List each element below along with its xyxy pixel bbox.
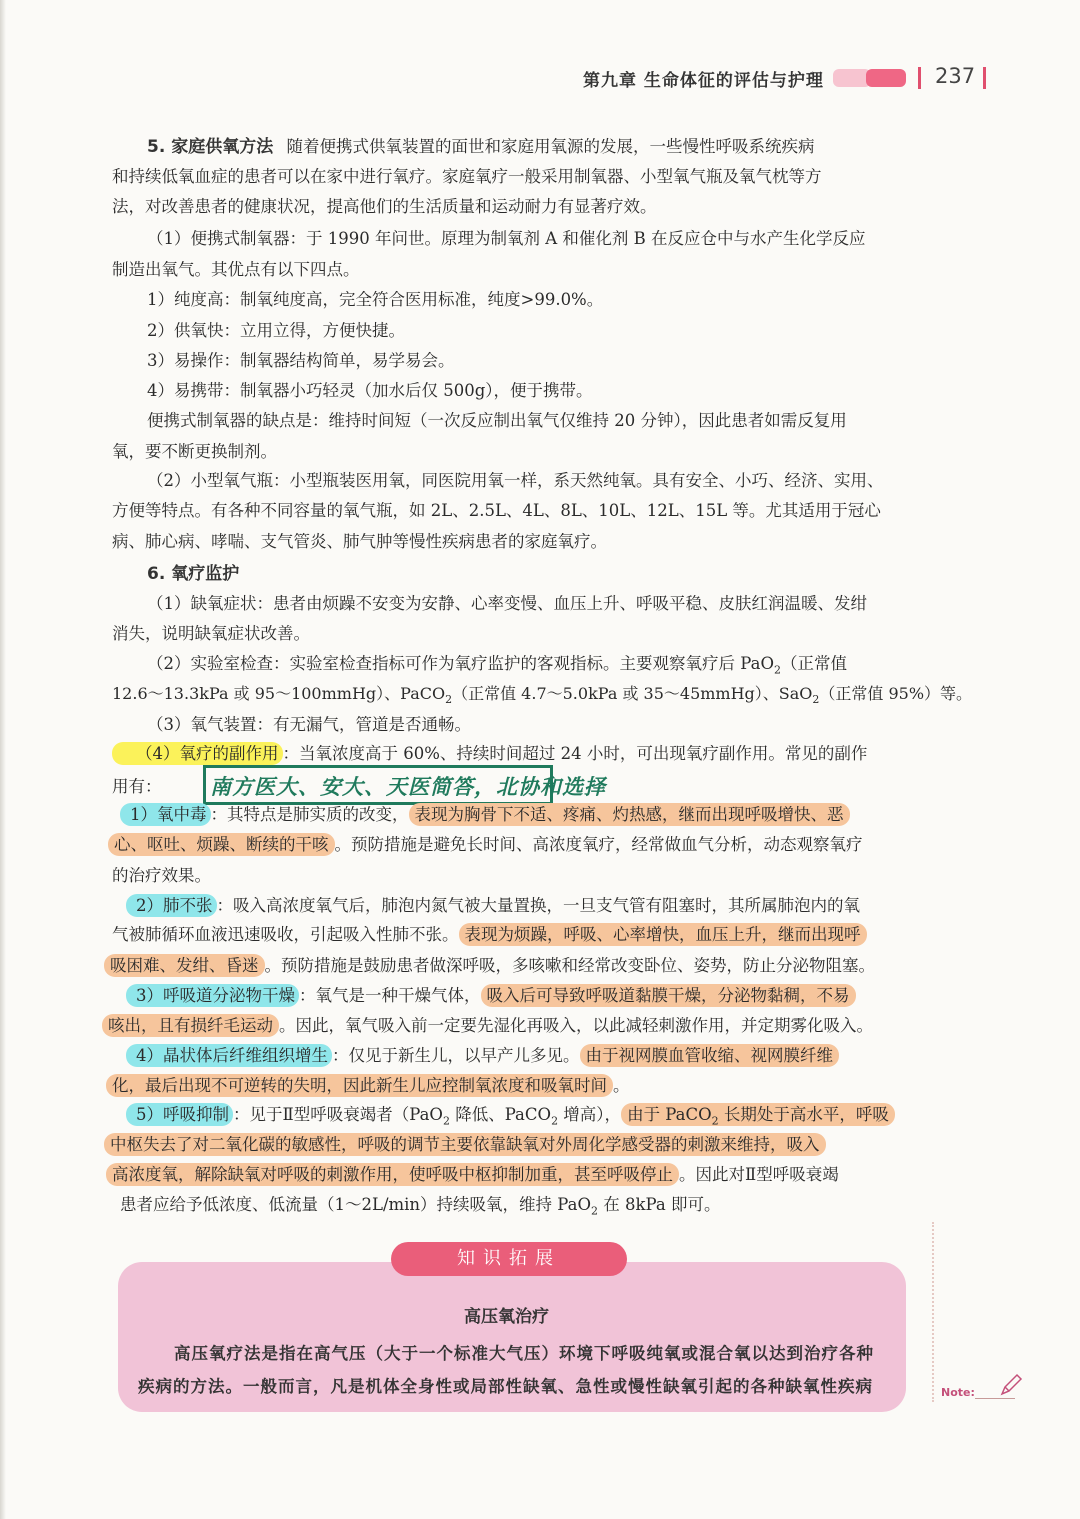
extension-line: 疾病的方法。一般而言，凡是机体全身性或局部性缺氧、急性或慢性缺氧引起的各种缺氧性疾病 bbox=[138, 1377, 873, 1396]
paragraph-line: （3）氧气装置：有无漏气，管道是否通畅。 bbox=[147, 715, 471, 734]
page-number: 237 bbox=[935, 64, 976, 88]
text: ：当氧浓度高于 60%、持续时间超过 24 小时，可出现氧疗副作用。常见的副作 bbox=[282, 744, 868, 763]
text: （正常值 bbox=[780, 654, 847, 673]
text: 患者应给予低浓度、低流量（1～2L/min）持续吸氧，维持 PaO bbox=[120, 1195, 592, 1214]
text: 。 bbox=[613, 1076, 630, 1095]
section-heading: 6. 氧疗监护 bbox=[147, 564, 240, 584]
paragraph-line bbox=[126, 1104, 895, 1132]
paragraph-line: 的治疗效果。 bbox=[112, 866, 211, 885]
scan-edge bbox=[0, 0, 6, 1519]
paragraph-line bbox=[147, 653, 847, 681]
highlight-orange: 中枢失去了对二氧化碳的敏感性，呼吸的调节主要依靠缺氧对外周化学感受器的刺激来维持，吸入 bbox=[104, 1133, 826, 1156]
text: ：氧气是一种干燥气体， bbox=[299, 986, 481, 1005]
paragraph-line bbox=[104, 955, 875, 977]
pencil-icon bbox=[998, 1372, 1024, 1398]
text: ：其特点是肺实质的改变， bbox=[210, 805, 409, 824]
text: 增高）， bbox=[558, 1105, 622, 1124]
text: 随着便携式供氧装置的面世和家庭用氧源的发展，一些慢性呼吸系统疾病 bbox=[286, 137, 815, 156]
text: 在 8kPa 即可。 bbox=[598, 1195, 721, 1214]
subscript: 2 bbox=[773, 663, 781, 677]
paragraph-line bbox=[106, 1164, 839, 1186]
paragraph-line: 病、肺心病、哮喘、支气管炎、肺气肿等慢性疾病患者的家庭氧疗。 bbox=[112, 532, 607, 551]
text: 。因此对Ⅱ型呼吸衰竭 bbox=[679, 1165, 839, 1184]
paragraph-line bbox=[112, 683, 972, 711]
highlight-yellow: （4）氧疗的副作用 bbox=[112, 742, 283, 765]
paragraph-line: 方便等特点。有各种不同容量的氧气瓶，如 2L、2.5L、4L、8L、10L、12L、15L 等。尤其适用于冠心 bbox=[112, 501, 881, 520]
text: 。预防措施是鼓励患者做深呼吸，多咳嗽和经常改变卧位、姿势，防止分泌物阻塞。 bbox=[264, 956, 875, 975]
paragraph-line: （2）小型氧气瓶：小型瓶装医用氧，同医院用氧一样，系天然纯氧。具有安全、小巧、经济、实用、 bbox=[147, 471, 884, 490]
header-divider bbox=[918, 67, 921, 89]
text: 降低、PaCO bbox=[449, 1105, 552, 1124]
subscript: 2 bbox=[591, 1204, 599, 1218]
highlight-cyan: 5）呼吸抑制 bbox=[126, 1103, 233, 1126]
text: 气被肺循环血液迅速吸收，引起吸入性肺不张。 bbox=[112, 925, 459, 944]
text: 。因此，氧气吸入前一定要先湿化再吸入，以此减轻刺激作用，并定期雾化吸入。 bbox=[279, 1016, 873, 1035]
header-divider-right bbox=[983, 67, 986, 89]
paragraph-line bbox=[120, 1194, 720, 1222]
text: ：吸入高浓度氧气后，肺泡内氮气被大量置换，一旦支气管有阻塞时，其所属肺泡内的氧 bbox=[216, 896, 860, 915]
highlight-cyan: 4）晶状体后纤维组织增生 bbox=[126, 1044, 332, 1067]
paragraph-line bbox=[106, 1075, 630, 1097]
text: 。预防措施是避免长时间、高浓度氧疗，经常做血气分析，动态观察氧疗 bbox=[334, 835, 863, 854]
highlight-orange: 化，最后出现不可逆转的失明，因此新生儿应控制氧浓度和吸氧时间 bbox=[106, 1074, 613, 1097]
text: ：见于Ⅱ型呼吸衰竭者（PaO bbox=[233, 1105, 443, 1124]
paragraph-line bbox=[112, 924, 867, 946]
highlight-orange: 高浓度氧，解除缺氧对呼吸的刺激作用，使呼吸中枢抑制加重，甚至呼吸停止 bbox=[106, 1163, 679, 1186]
text: （正常值 95%）等。 bbox=[819, 684, 973, 703]
subscript: 2 bbox=[442, 1114, 450, 1128]
paragraph-line: 2）供氧快：立用立得，方便快捷。 bbox=[147, 321, 405, 340]
handwritten-note: 南方医大、安大、天医简答，北协和选择 bbox=[210, 775, 606, 799]
paragraph-line: 氧，要不断更换制剂。 bbox=[112, 442, 277, 461]
highlight-orange: 表现为烦躁，呼吸、心率增快，血压上升，继而出现呼 bbox=[459, 923, 867, 946]
chapter-title: 第九章 生命体征的评估与护理 bbox=[583, 71, 824, 91]
paragraph-line bbox=[104, 1134, 826, 1156]
highlight-cyan: 3）呼吸道分泌物干燥 bbox=[126, 984, 299, 1007]
paragraph-line bbox=[126, 895, 860, 917]
paragraph-line bbox=[147, 136, 814, 158]
highlight-orange: 表现为胸骨下不适、疼痛、灼热感，继而出现呼吸增快、恶 bbox=[409, 803, 850, 826]
section-heading: 5. 家庭供氧方法 bbox=[147, 137, 274, 157]
text: 长期处于高水平，呼吸 bbox=[718, 1105, 889, 1124]
text: （正常值 4.7～5.0kPa 或 35～45mmHg）、SaO bbox=[452, 684, 813, 703]
highlight-cyan: 1）氧中毒 bbox=[120, 803, 211, 826]
text: （2）实验室检查：实验室检查指标可作为氧疗监护的客观指标。主要观察氧疗后 PaO bbox=[147, 654, 774, 673]
note-label: Note: bbox=[941, 1386, 975, 1399]
paragraph-line: 和持续低氧血症的患者可以在家中进行氧疗。家庭氧疗一般采用制氧器、小型氧气瓶及氧气枕等方 bbox=[112, 167, 822, 186]
paragraph-line: （1）缺氧症状：患者由烦躁不安变为安静、心率变慢、血压上升、呼吸平稳、皮肤红润温暖、发绀 bbox=[147, 594, 867, 613]
header-bar-dark bbox=[866, 69, 906, 87]
knowledge-extension-label: 知识拓展 bbox=[391, 1242, 627, 1276]
paragraph-line bbox=[126, 1045, 839, 1067]
highlight-orange: 心、呕吐、烦躁、断续的干咳 bbox=[108, 833, 335, 856]
paragraph-line: 消失，说明缺氧症状改善。 bbox=[112, 624, 310, 643]
paragraph-line: 制造出氧气。其优点有以下四点。 bbox=[112, 260, 360, 279]
subscript: 2 bbox=[711, 1114, 719, 1128]
subscript: 2 bbox=[445, 693, 453, 707]
highlight-orange: 由于视网膜血管收缩、视网膜纤维 bbox=[580, 1044, 840, 1067]
highlight-orange: 吸入后可导致呼吸道黏膜干燥，分泌物黏稠，不易 bbox=[481, 984, 856, 1007]
highlight-orange: 咳出，且有损纤毛运动 bbox=[102, 1014, 279, 1037]
paragraph-line bbox=[112, 743, 867, 765]
subscript: 2 bbox=[551, 1114, 559, 1128]
note-line bbox=[975, 1398, 1015, 1399]
highlight-orange: 吸困难、发绀、昏迷 bbox=[104, 954, 265, 977]
text: 由于 PaCO bbox=[627, 1105, 712, 1124]
text: 12.6～13.3kPa 或 95～100mmHg）、PaCO bbox=[112, 684, 446, 703]
highlight-orange bbox=[621, 1103, 895, 1126]
paragraph-line: 法，对改善患者的健康状况，提高他们的生活质量和运动耐力有显著疗效。 bbox=[112, 197, 657, 216]
text: ：仅见于新生儿，以早产儿多见。 bbox=[332, 1046, 580, 1065]
paragraph-line bbox=[126, 985, 856, 1007]
paragraph-line: 3）易操作：制氧器结构简单，易学易会。 bbox=[147, 351, 455, 370]
paragraph-line: 1）纯度高：制氧纯度高，完全符合医用标准，纯度>99.0%。 bbox=[147, 290, 604, 309]
paragraph-line: （1）便携式制氧器：于 1990 年问世。原理为制氧剂 A 和催化剂 B 在反应仓中与水产生化学反应 bbox=[147, 229, 866, 248]
highlight-cyan: 2）肺不张 bbox=[126, 894, 217, 917]
paragraph-line bbox=[120, 804, 850, 826]
extension-title: 高压氧治疗 bbox=[464, 1307, 549, 1327]
paragraph-line: 便携式制氧器的缺点是：维持时间短（一次反应制出氧气仅维持 20 分钟），因此患者如需反复用 bbox=[147, 411, 847, 430]
paragraph-line: 用有： bbox=[112, 777, 162, 796]
paragraph-line bbox=[102, 1015, 873, 1037]
extension-line: 高压氧疗法是指在高气压（大于一个标准大气压）环境下呼吸纯氧或混合氧以达到治疗各种 bbox=[174, 1344, 874, 1363]
margin-dotted-line bbox=[932, 1222, 934, 1402]
paragraph-line: 4）易携带：制氧器小巧轻灵（加水后仅 500g），便于携带。 bbox=[147, 381, 593, 400]
subscript: 2 bbox=[812, 693, 820, 707]
paragraph-line bbox=[108, 834, 863, 856]
